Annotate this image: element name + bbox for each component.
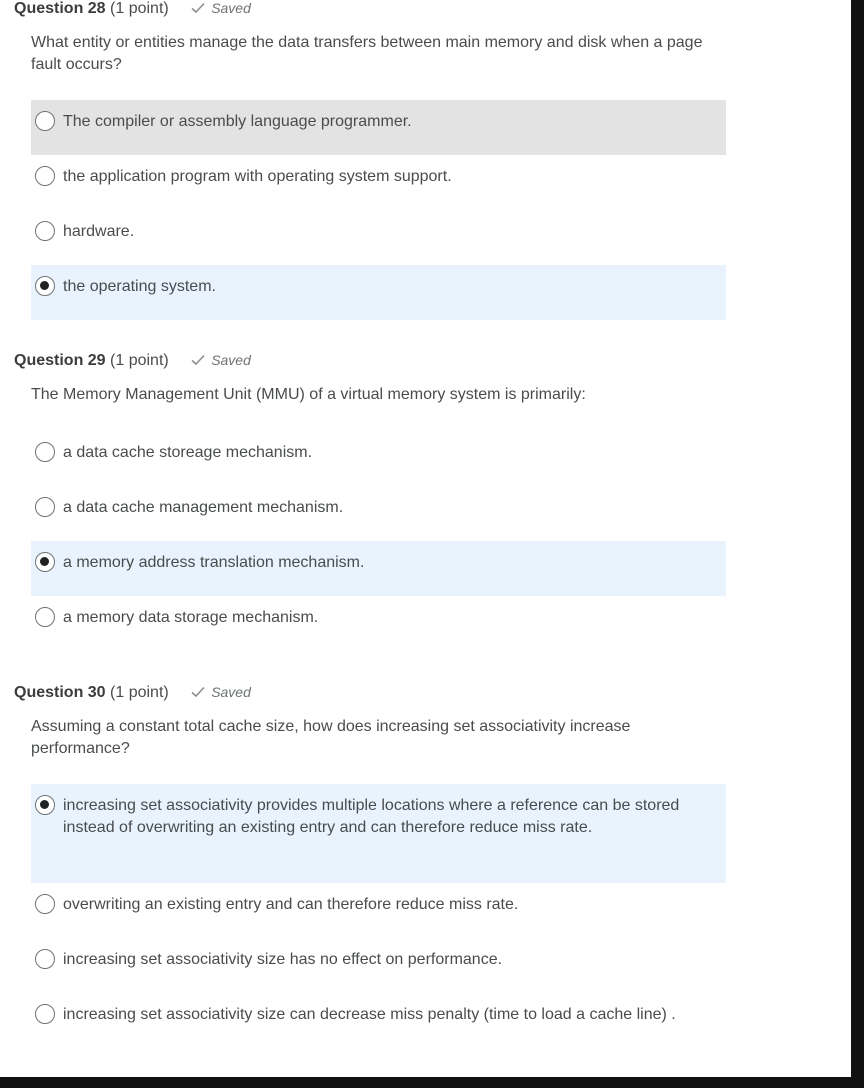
option-label: a memory data storage mechanism. [63,609,319,626]
question-prompt: The Memory Management Unit (MMU) of a virtual memory system is primarily: [31,386,586,403]
radio-button[interactable] [35,949,55,969]
option-label: increasing set associativity size has no effect on performance. [63,951,503,968]
saved-status [191,350,251,370]
option-label: a data cache management mechanism. [63,499,344,516]
question-prompt: What entity or entities manage the data transfers between main memory and disk when a page fault occurs? [31,34,703,73]
checkmark-icon [191,2,205,14]
saved-status [191,682,251,702]
option-label: a data cache storeage mechanism. [63,444,313,461]
answer-option[interactable] [31,210,726,265]
radio-button[interactable] [35,894,55,914]
radio-button[interactable] [35,111,55,131]
answer-option[interactable] [31,431,726,486]
answer-option-selected[interactable] [31,784,726,883]
option-label: the operating system. [63,278,216,295]
saved-label: Saved [211,0,251,16]
answer-option[interactable] [31,993,726,1048]
question-header [14,350,251,371]
saved-status [191,0,251,18]
question-points: (1 point) [110,0,169,17]
answer-option[interactable] [31,596,726,651]
answer-option-selected[interactable] [31,541,726,596]
radio-button[interactable] [35,442,55,462]
radio-button[interactable] [35,221,55,241]
answer-option-selected[interactable] [31,265,726,320]
saved-label: Saved [211,684,251,700]
option-label: increasing set associativity size can decrease miss penalty (time to load a cache line) . [63,1006,676,1023]
radio-button[interactable] [35,166,55,186]
question-title: Question 30 [14,684,106,701]
saved-label: Saved [211,352,251,368]
question-header [14,682,251,703]
answer-option[interactable] [31,883,726,938]
checkmark-icon [191,354,205,366]
option-label: a memory address translation mechanism. [63,554,365,571]
answer-option[interactable] [31,155,726,210]
radio-button-checked[interactable] [35,276,55,296]
radio-button[interactable] [35,497,55,517]
question-title: Question 28 [14,0,106,17]
answer-option[interactable] [31,938,726,993]
question-points: (1 point) [110,352,169,369]
option-label: the application program with operating system support. [63,168,452,185]
option-label: overwriting an existing entry and can therefore reduce miss rate. [63,896,519,913]
radio-button[interactable] [35,1004,55,1024]
radio-button-checked[interactable] [35,552,55,572]
radio-button-checked[interactable] [35,795,55,815]
checkmark-icon [191,686,205,698]
question-points: (1 point) [110,684,169,701]
option-label: increasing set associativity provides multiple locations where a reference can be stored instead of overwriting an existing entry and can therefore reduce miss rate. [63,797,680,836]
radio-button[interactable] [35,607,55,627]
answer-option[interactable] [31,486,726,541]
question-prompt: Assuming a constant total cache size, how does increasing set associativity increase performance? [31,718,631,757]
option-label: The compiler or assembly language programmer. [63,113,412,130]
option-label: hardware. [63,223,135,240]
question-title: Question 29 [14,352,106,369]
answer-option[interactable] [31,100,726,155]
question-header [14,0,251,19]
